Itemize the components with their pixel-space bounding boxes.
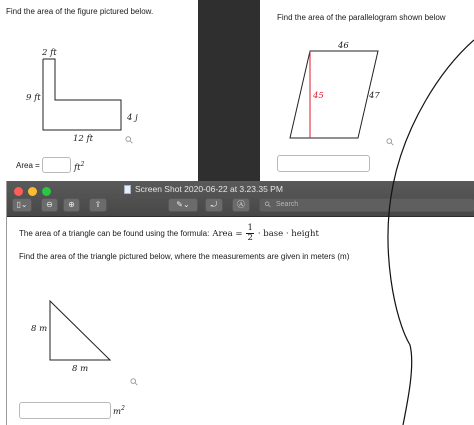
zoom-icon[interactable]: ⚲ [123, 134, 137, 147]
window-title: Screen Shot 2020-06-22 at 3.23.35 PM [135, 184, 283, 194]
share-button[interactable]: ⇪ [89, 198, 107, 212]
markup-pen-button[interactable]: ✎⌄ [168, 198, 198, 212]
rotate-button[interactable]: ⤾ [205, 198, 223, 212]
area-label: Area = [16, 161, 40, 170]
left-question-prompt: Find the area of the figure pictured below. [6, 7, 154, 16]
formula-rest: · base · height [257, 228, 319, 239]
sidebar-toggle-button[interactable]: ▯⌄ [12, 198, 32, 212]
formula-area: Area = [212, 228, 243, 239]
fraction-denominator: 2 [247, 233, 253, 243]
label-parallelogram-top: 46 [338, 41, 349, 51]
label-triangle-base: 8 m [72, 364, 89, 374]
right-question-prompt: Find the area of the parallelogram shown below [277, 13, 446, 22]
label-triangle-height: 8 m [31, 324, 48, 334]
area-unit: $ft^2$ [74, 161, 85, 173]
zoom-icon[interactable]: ⚲ [128, 376, 142, 389]
label-right-height: 4 j [127, 113, 138, 123]
annotate-button[interactable]: Ⓐ [232, 198, 250, 212]
fraction-numerator: 1 [247, 223, 253, 233]
zoom-icon[interactable]: ⚲ [384, 136, 398, 149]
formula-text: The area of a triangle can be found using the formula: [19, 229, 210, 238]
label-left-height: 9 ft [26, 93, 41, 103]
label-top-width: 2 ft [42, 48, 57, 58]
triangle-question: Find the area of the triangle pictured below, where the measurements are given in meters (m) [19, 252, 350, 261]
label-parallelogram-side: 47 [369, 91, 380, 101]
search-placeholder: Search [276, 201, 299, 208]
triangle-answer-input[interactable] [19, 402, 111, 419]
triangle-area-unit: $m^2$ [113, 405, 125, 417]
zoom-in-button[interactable]: ⊕ [63, 198, 80, 212]
search-icon: ⚲ [262, 199, 274, 210]
label-bottom-width: 12 ft [73, 134, 94, 144]
zoom-out-button[interactable]: ⊖ [41, 198, 58, 212]
label-parallelogram-height: 45 [313, 91, 324, 101]
